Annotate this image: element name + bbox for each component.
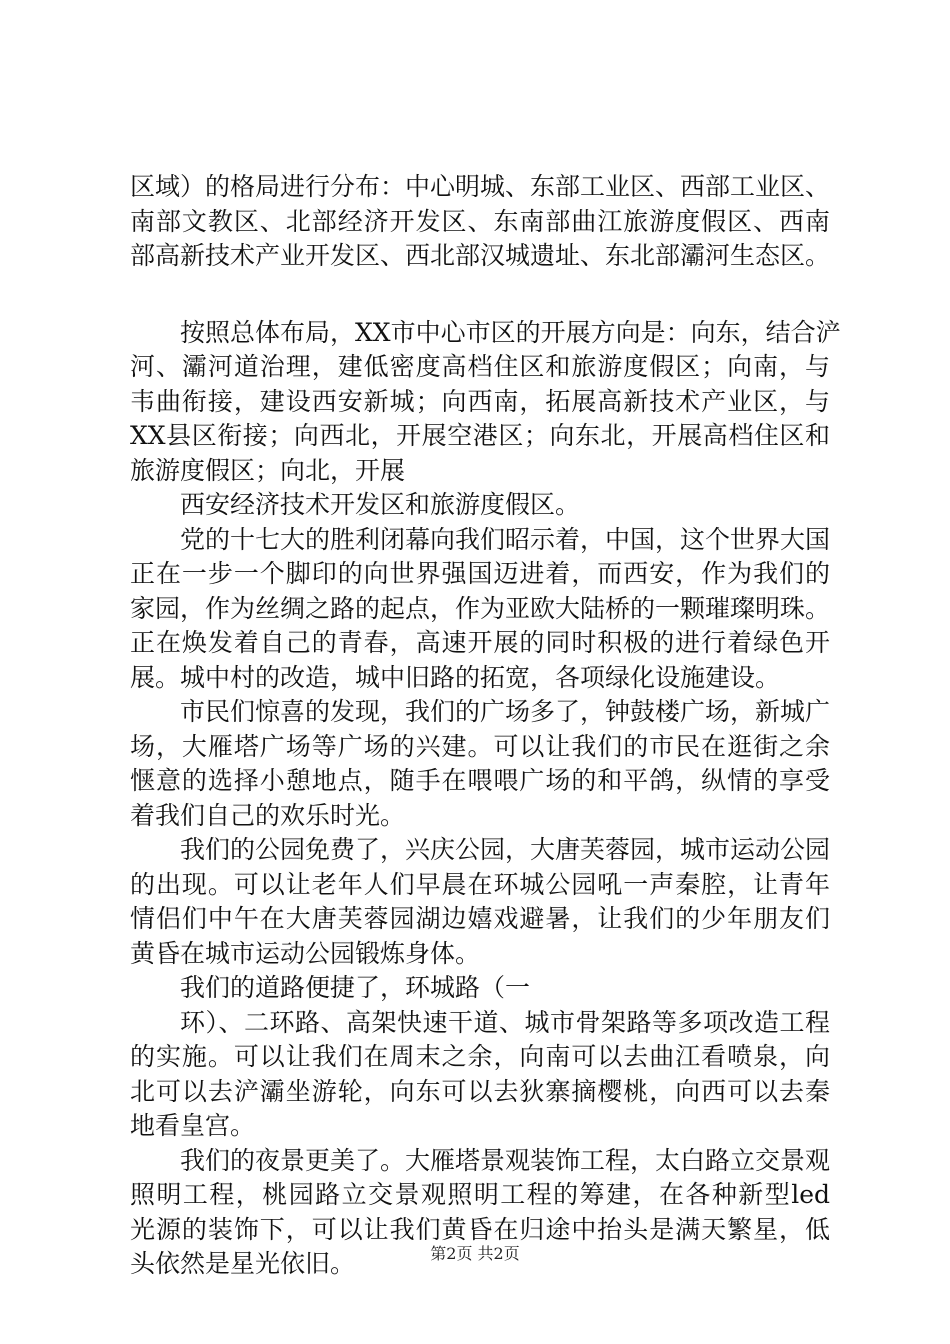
text-line: 我们的道路便捷了，环城路（一	[180, 973, 531, 1002]
text-line: 西安经济技术开发区和旅游度假区。	[180, 490, 581, 519]
document-body	[130, 170, 841, 1282]
text-line: 旅游度假区；向北，开展	[130, 455, 406, 485]
paragraph-gap	[130, 274, 830, 316]
text-line: 部高新技术产业开发区、西北部汉城遗址、东北部灞河生态区。	[130, 241, 831, 270]
text-line: 按照总体布局，XX市中心市区的开展方向是：向东，结合浐	[180, 317, 841, 347]
text-line: 展。城中村的改造，城中旧路的拓宽，各项绿化设施建设。	[130, 662, 781, 692]
text-line: 的出现。可以让老年人们早晨在环城公园吼一声秦腔，让青年	[130, 869, 830, 899]
text-line: 南部文教区、北部经济开发区、东南部曲江旅游度假区、西南	[130, 206, 830, 236]
text-line: 惬意的选择小憩地点，随手在喂喂广场的和平鸽，纵情的享受	[130, 766, 830, 795]
text-line: 我们的公园免费了，兴庆公园，大唐芙蓉园，城市运动公园	[180, 835, 831, 864]
text-line: 区域）的格局进行分布：中心明城、东部工业区、西部工业区、	[130, 172, 831, 201]
text-line: 市民们惊喜的发现，我们的广场多了，钟鼓楼广场，新城广	[180, 697, 831, 726]
text-line: 家园，作为丝绸之路的起点，作为亚欧大陆桥的一颗璀璨明珠。	[130, 593, 831, 623]
text-line: 正在焕发着自己的青春，高速开展的同时积极的进行着绿色开	[130, 628, 830, 657]
text-line: 我们的夜景更美了。大雁塔景观装饰工程，太白路立交景观	[180, 1145, 831, 1175]
text-line: 情侣们中午在大唐芙蓉园湖边嬉戏避暑，让我们的少年朋友们	[130, 904, 830, 933]
text-line: 正在一步一个脚印的向世界强国迈进着，而西安，作为我们的	[130, 559, 830, 588]
text-line: XX县区衔接；向西北，开展空港区；向东北，开展高档住区和	[130, 421, 830, 450]
text-line: 黄昏在城市运动公园锻炼身体。	[130, 938, 481, 968]
text-line: 北可以去浐灞坐游轮，向东可以去狄寨摘樱桃，向西可以去秦	[130, 1076, 830, 1106]
text-line: 的实施。可以让我们在周末之余，向南可以去曲江看喷泉，向	[130, 1042, 830, 1071]
text-line: 韦曲衔接，建设西安新城；向西南，拓展高新技术产业区，与	[130, 386, 830, 416]
text-line: 着我们自己的欢乐时光。	[130, 800, 406, 830]
text-line: 头依然是星光依旧。	[130, 1249, 356, 1278]
text-line: 地看皇宫。	[130, 1111, 256, 1140]
text-line: 党的十七大的胜利闭幕向我们昭示着，中国，这个世界大国	[180, 524, 831, 554]
text-line: 照明工程，桃园路立交景观照明工程的筹建，在各种新型led	[130, 1180, 830, 1209]
text-line: 环）、二环路、高架快速干道、城市骨架路等多项改造工程	[180, 1007, 830, 1037]
text-line: 河、灞河道治理，建低密度高档住区和旅游度假区；向南，与	[130, 352, 830, 381]
text-line: 光源的装饰下，可以让我们黄昏在归途中抬头是满天繁星，低	[130, 1214, 830, 1244]
page-footer: 第2页 共2页	[430, 1244, 520, 1263]
text-line: 场，大雁塔广场等广场的兴建。可以让我们的市民在逛街之余	[130, 731, 830, 761]
